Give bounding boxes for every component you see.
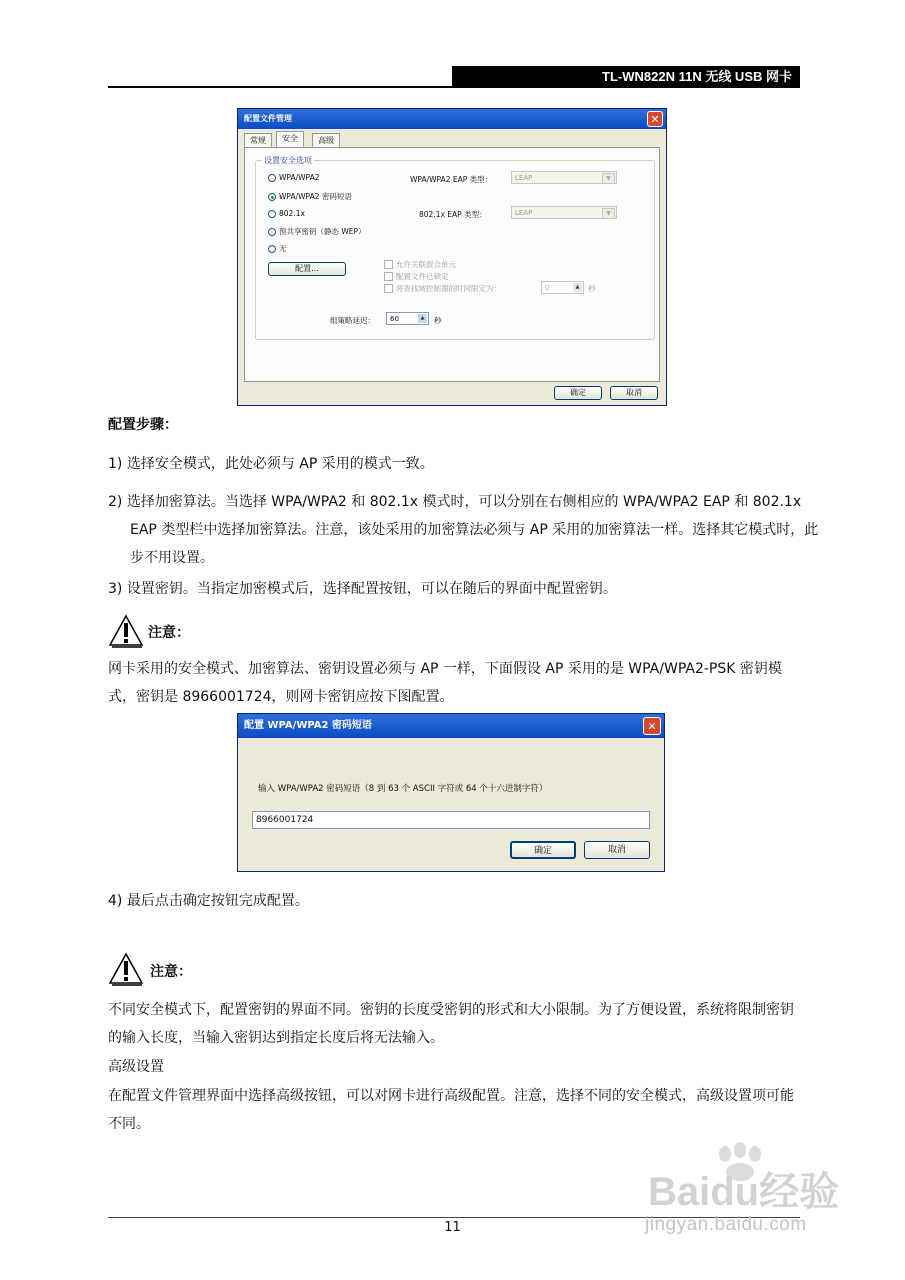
radio-wpa[interactable]: WPA/WPA2 (268, 173, 319, 182)
passphrase-input[interactable]: 8966001724 (252, 811, 650, 829)
advanced-settings-title: 高级设置 (108, 1059, 164, 1075)
checkbox-profile-locked[interactable]: 配置文件已锁定 (384, 271, 449, 282)
radio-8021x[interactable]: 802.1x (268, 209, 305, 218)
passphrase-dialog (237, 713, 665, 872)
delay-unit: 秒 (434, 316, 442, 325)
close-icon[interactable]: ✕ (643, 717, 661, 735)
dialog-titlebar (238, 109, 666, 129)
checkbox-domain-timeout[interactable]: 将查找域控制器的时间限定为： (384, 283, 501, 294)
dialog-titlebar (238, 714, 664, 738)
chevron-down-icon: ▼ (602, 208, 615, 219)
checkbox-mixed-cell[interactable]: 允许关联混合单元 (384, 259, 456, 270)
document-header-title: TL-WN822N 11N 无线 USB 网卡 (452, 66, 800, 87)
watermark-logo: Baidu经验 (648, 1170, 840, 1214)
step-1: 1) 选择安全模式，此处必须与 AP 采用的模式一致。 (108, 456, 434, 472)
8021x-eap-type-label: 802.1x EAP 类型： (419, 210, 487, 219)
passphrase-prompt: 输入 WPA/WPA2 密码短语（8 到 63 个 ASCII 字符或 64 个十六进制字符） (258, 784, 548, 794)
radio-wpa-passphrase[interactable]: WPA/WPA2 密码短语 (268, 191, 352, 202)
warning-icon (108, 614, 144, 648)
steps-title: 配置步骤： (108, 417, 178, 433)
group-label: 设置安全选项 (264, 156, 312, 165)
step-4: 4) 最后点击确定按钮完成配置。 (108, 893, 309, 909)
note-label-1: 注意： (148, 625, 190, 641)
spinner-icon: ▲ (573, 283, 582, 292)
tab-general[interactable]: 常规 (244, 133, 272, 148)
ok-button[interactable]: 确定 (554, 386, 602, 400)
group-policy-delay-label: 组策略延迟： (330, 316, 375, 325)
timeout-input[interactable]: 0 ▲ (541, 281, 584, 294)
cancel-button[interactable]: 取消 (584, 841, 650, 859)
warning-icon (108, 952, 144, 986)
security-options-group (255, 156, 655, 340)
advanced-settings-text: 在配置文件管理界面中选择高级按钮，可以对网卡进行高级配置。注意，选择不同的安全模式，高级设置项可能不同。 (108, 1088, 794, 1132)
step-2: 2) 选择加密算法。当选择 WPA/WPA2 和 802.1x 模式时，可以分别在右侧相应的 WPA/WPA2 EAP 和 802.1x EAP 类型栏中选择加密算法。注意，该处采用的加密算法必须与 AP 采用的加密算法一样。选择其它模式时，此步不用设置。 (108, 494, 819, 566)
config-button[interactable]: 配置... (268, 262, 346, 276)
note-2: 不同安全模式下，配置密钥的界面不同。密钥的长度受密钥的形式和大小限制。为了方便设置，系统将限制密钥的输入长度，当输入密钥达到指定长度后将无法输入。 (108, 1002, 794, 1046)
timeout-unit: 秒 (588, 284, 596, 293)
note-label-2: 注意： (150, 964, 192, 980)
watermark-url: jingyan.baidu.com (645, 1214, 807, 1235)
8021x-eap-type-select[interactable]: LEAP ▼ (511, 206, 617, 219)
spinner-icon: ▲ (418, 314, 427, 323)
group-policy-delay-input[interactable]: 60 ▲ (386, 312, 429, 325)
tab-advanced[interactable]: 高级 (312, 133, 340, 148)
security-panel (244, 147, 660, 382)
note-1: 网卡采用的安全模式、加密算法、密钥设置必须与 AP 一样，下面假设 AP 采用的是 WPA/WPA2-PSK 密钥模式，密钥是 8966001724，则网卡密钥应按下图配置。 (108, 661, 782, 705)
page-number: 11 (444, 1220, 461, 1235)
ok-button[interactable]: 确定 (510, 841, 576, 859)
chevron-down-icon: ▼ (602, 173, 615, 184)
step-3: 3) 设置密钥。当指定加密模式后，选择配置按钮，可以在随后的界面中配置密钥。 (108, 581, 617, 597)
radio-wep[interactable]: 预共享密钥（静态 WEP） (268, 226, 366, 237)
wpa-eap-type-select[interactable]: LEAP ▼ (511, 171, 617, 184)
cancel-button[interactable]: 取消 (610, 386, 658, 400)
wpa-eap-type-label: WPA/WPA2 EAP 类型： (410, 175, 493, 184)
dialog-title: 配置 WPA/WPA2 密码短语 (244, 720, 372, 731)
dialog-title: 配置文件管理 (244, 114, 292, 123)
radio-none[interactable]: 无 (268, 243, 287, 254)
close-icon[interactable]: ✕ (647, 111, 663, 127)
profile-management-dialog (237, 108, 667, 406)
header-rule (108, 86, 800, 88)
tab-security[interactable]: 安全 (276, 131, 304, 149)
